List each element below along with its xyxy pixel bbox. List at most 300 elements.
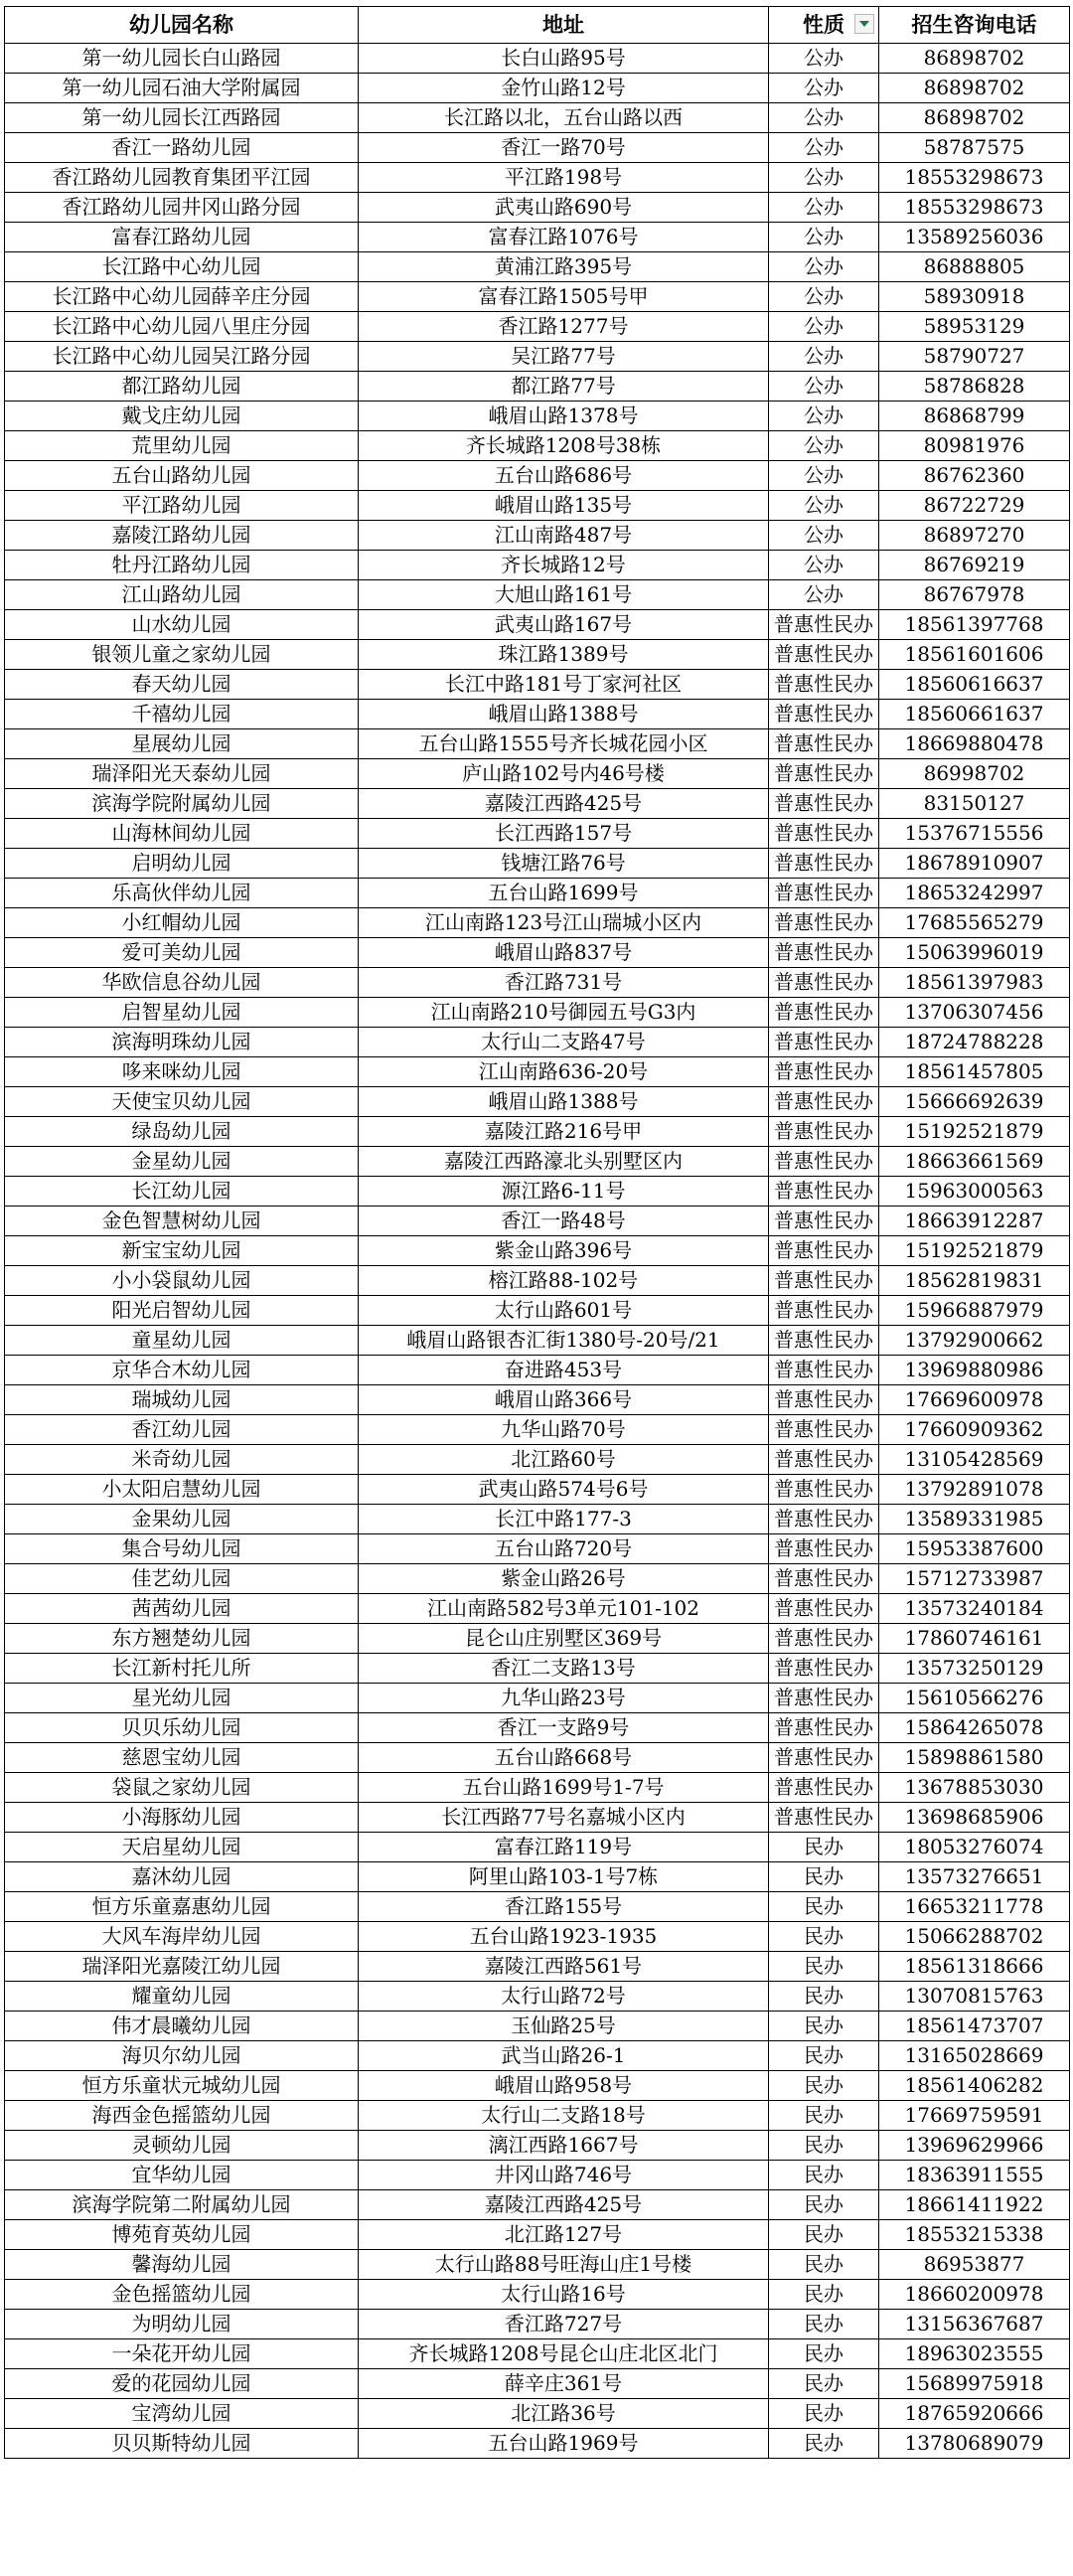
cell-type[interactable]: 普惠性民办 (769, 1326, 879, 1356)
cell-type[interactable]: 普惠性民办 (769, 759, 879, 789)
cell-phone[interactable]: 18561397768 (879, 610, 1070, 640)
cell-phone[interactable]: 18561318666 (879, 1952, 1070, 1982)
cell-type[interactable]: 普惠性民办 (769, 1087, 879, 1117)
cell-type[interactable]: 普惠性民办 (769, 1415, 879, 1445)
cell-type[interactable]: 普惠性民办 (769, 1713, 879, 1743)
cell-type[interactable]: 民办 (769, 2369, 879, 2399)
cell-name[interactable]: 茜茜幼儿园 (5, 1594, 359, 1624)
cell-address[interactable]: 嘉陵江西路561号 (359, 1952, 769, 1982)
cell-phone[interactable]: 15192521879 (879, 1236, 1070, 1266)
cell-name[interactable]: 馨海幼儿园 (5, 2250, 359, 2280)
cell-address[interactable]: 榕江路88-102号 (359, 1266, 769, 1296)
cell-type[interactable]: 普惠性民办 (769, 819, 879, 849)
cell-type[interactable]: 公办 (769, 133, 879, 163)
cell-phone[interactable]: 18669880478 (879, 729, 1070, 759)
cell-address[interactable]: 五台山路1555号齐长城花园小区 (359, 729, 769, 759)
cell-type[interactable]: 普惠性民办 (769, 938, 879, 968)
cell-type[interactable]: 普惠性民办 (769, 998, 879, 1028)
cell-address[interactable]: 紫金山路396号 (359, 1236, 769, 1266)
cell-phone[interactable]: 86767978 (879, 580, 1070, 610)
cell-address[interactable]: 武夷山路574号6号 (359, 1475, 769, 1505)
cell-type[interactable]: 公办 (769, 223, 879, 252)
cell-name[interactable]: 东方翘楚幼儿园 (5, 1624, 359, 1654)
cell-phone[interactable]: 18663912287 (879, 1207, 1070, 1236)
cell-address[interactable]: 五台山路1969号 (359, 2429, 769, 2459)
cell-type[interactable]: 公办 (769, 491, 879, 521)
cell-phone[interactable]: 15610566276 (879, 1684, 1070, 1713)
cell-type[interactable]: 普惠性民办 (769, 1475, 879, 1505)
cell-phone[interactable]: 18561473707 (879, 2012, 1070, 2041)
cell-type[interactable]: 民办 (769, 2190, 879, 2220)
cell-name[interactable]: 宜华幼儿园 (5, 2161, 359, 2190)
cell-type[interactable]: 普惠性民办 (769, 1147, 879, 1177)
cell-phone[interactable]: 58786828 (879, 372, 1070, 402)
cell-type[interactable]: 普惠性民办 (769, 1028, 879, 1057)
cell-type[interactable]: 普惠性民办 (769, 1117, 879, 1147)
cell-address[interactable]: 峨眉山路837号 (359, 938, 769, 968)
cell-name[interactable]: 阳光启智幼儿园 (5, 1296, 359, 1326)
cell-phone[interactable]: 18663661569 (879, 1147, 1070, 1177)
cell-address[interactable]: 江山南路487号 (359, 521, 769, 551)
cell-address[interactable]: 珠江路1389号 (359, 640, 769, 670)
cell-phone[interactable]: 17860746161 (879, 1624, 1070, 1654)
cell-type[interactable]: 公办 (769, 312, 879, 342)
cell-type[interactable]: 民办 (769, 2012, 879, 2041)
cell-name[interactable]: 荒里幼儿园 (5, 431, 359, 461)
cell-phone[interactable]: 18653242997 (879, 879, 1070, 908)
cell-phone[interactable]: 18724788228 (879, 1028, 1070, 1057)
cell-phone[interactable]: 18560616637 (879, 670, 1070, 700)
cell-phone[interactable]: 15666692639 (879, 1087, 1070, 1117)
cell-phone[interactable]: 15898861580 (879, 1743, 1070, 1773)
cell-name[interactable]: 爱的花园幼儿园 (5, 2369, 359, 2399)
cell-address[interactable]: 玉仙路25号 (359, 2012, 769, 2041)
cell-address[interactable]: 长江中路181号丁家河社区 (359, 670, 769, 700)
cell-type[interactable]: 普惠性民办 (769, 968, 879, 998)
cell-name[interactable]: 大风车海岸幼儿园 (5, 1922, 359, 1952)
cell-address[interactable]: 黄浦江路395号 (359, 252, 769, 282)
cell-phone[interactable]: 18562819831 (879, 1266, 1070, 1296)
cell-type[interactable]: 普惠性民办 (769, 700, 879, 729)
cell-name[interactable]: 春天幼儿园 (5, 670, 359, 700)
cell-phone[interactable]: 13792891078 (879, 1475, 1070, 1505)
cell-phone[interactable]: 18553298673 (879, 163, 1070, 193)
cell-address[interactable]: 武夷山路167号 (359, 610, 769, 640)
cell-address[interactable]: 嘉陵江西路425号 (359, 789, 769, 819)
cell-type[interactable]: 民办 (769, 1982, 879, 2012)
cell-type[interactable]: 普惠性民办 (769, 1296, 879, 1326)
cell-type[interactable]: 公办 (769, 461, 879, 491)
cell-phone[interactable]: 18765920666 (879, 2399, 1070, 2429)
cell-name[interactable]: 恒方乐童状元城幼儿园 (5, 2071, 359, 2101)
cell-type[interactable]: 公办 (769, 372, 879, 402)
cell-type[interactable]: 普惠性民办 (769, 1057, 879, 1087)
cell-name[interactable]: 慈恩宝幼儿园 (5, 1743, 359, 1773)
cell-type[interactable]: 普惠性民办 (769, 1684, 879, 1713)
cell-address[interactable]: 富春江路1505号甲 (359, 282, 769, 312)
cell-name[interactable]: 贝贝乐幼儿园 (5, 1713, 359, 1743)
cell-address[interactable]: 江山南路210号御园五号G3内 (359, 998, 769, 1028)
cell-name[interactable]: 都江路幼儿园 (5, 372, 359, 402)
cell-name[interactable]: 山海林间幼儿园 (5, 819, 359, 849)
cell-type[interactable]: 民办 (769, 2071, 879, 2101)
cell-phone[interactable]: 15066288702 (879, 1922, 1070, 1952)
cell-address[interactable]: 香江路1277号 (359, 312, 769, 342)
cell-type[interactable]: 普惠性民办 (769, 1177, 879, 1207)
cell-phone[interactable]: 13573250129 (879, 1654, 1070, 1684)
cell-phone[interactable]: 13678853030 (879, 1773, 1070, 1803)
cell-type[interactable]: 民办 (769, 1862, 879, 1892)
cell-phone[interactable]: 58953129 (879, 312, 1070, 342)
filter-dropdown-icon[interactable] (854, 14, 874, 34)
cell-address[interactable]: 阿里山路103-1号7栋 (359, 1862, 769, 1892)
cell-address[interactable]: 平江路198号 (359, 163, 769, 193)
cell-address[interactable]: 江山南路636-20号 (359, 1057, 769, 1087)
cell-name[interactable]: 星展幼儿园 (5, 729, 359, 759)
cell-name[interactable]: 小太阳启慧幼儿园 (5, 1475, 359, 1505)
cell-name[interactable]: 长江路中心幼儿园八里庄分园 (5, 312, 359, 342)
cell-address[interactable]: 峨眉山路银杏汇街1380号-20号/21 (359, 1326, 769, 1356)
cell-address[interactable]: 五台山路668号 (359, 1743, 769, 1773)
cell-name[interactable]: 为明幼儿园 (5, 2310, 359, 2339)
cell-name[interactable]: 瑞泽阳光天泰幼儿园 (5, 759, 359, 789)
cell-name[interactable]: 启明幼儿园 (5, 849, 359, 879)
cell-address[interactable]: 太行山路72号 (359, 1982, 769, 2012)
cell-phone[interactable]: 13969880986 (879, 1356, 1070, 1385)
cell-type[interactable]: 民办 (769, 1833, 879, 1862)
cell-phone[interactable]: 13573240184 (879, 1594, 1070, 1624)
cell-phone[interactable]: 86769219 (879, 551, 1070, 580)
cell-name[interactable]: 金星幼儿园 (5, 1147, 359, 1177)
cell-address[interactable]: 香江二支路13号 (359, 1654, 769, 1684)
cell-type[interactable]: 普惠性民办 (769, 849, 879, 879)
cell-name[interactable]: 瑞城幼儿园 (5, 1385, 359, 1415)
cell-phone[interactable]: 86898702 (879, 44, 1070, 74)
cell-type[interactable]: 普惠性民办 (769, 1564, 879, 1594)
cell-type[interactable]: 普惠性民办 (769, 1505, 879, 1534)
cell-type[interactable]: 普惠性民办 (769, 1266, 879, 1296)
cell-name[interactable]: 灵顿幼儿园 (5, 2131, 359, 2161)
cell-address[interactable]: 昆仑山庄别墅区369号 (359, 1624, 769, 1654)
cell-name[interactable]: 新宝宝幼儿园 (5, 1236, 359, 1266)
cell-name[interactable]: 第一幼儿园长江西路园 (5, 103, 359, 133)
cell-phone[interactable]: 15689975918 (879, 2369, 1070, 2399)
cell-phone[interactable]: 13573276651 (879, 1862, 1070, 1892)
cell-address[interactable]: 香江一路70号 (359, 133, 769, 163)
cell-phone[interactable]: 15063996019 (879, 938, 1070, 968)
cell-phone[interactable]: 18363911555 (879, 2161, 1070, 2190)
cell-type[interactable]: 公办 (769, 521, 879, 551)
cell-name[interactable]: 牡丹江路幼儿园 (5, 551, 359, 580)
cell-address[interactable]: 峨眉山路1388号 (359, 700, 769, 729)
cell-type[interactable]: 公办 (769, 193, 879, 223)
cell-name[interactable]: 香江一路幼儿园 (5, 133, 359, 163)
cell-name[interactable]: 小海豚幼儿园 (5, 1803, 359, 1833)
cell-type[interactable]: 民办 (769, 2220, 879, 2250)
cell-type[interactable]: 普惠性民办 (769, 1445, 879, 1475)
cell-phone[interactable]: 86888805 (879, 252, 1070, 282)
cell-phone[interactable]: 13070815763 (879, 1982, 1070, 2012)
cell-name[interactable]: 长江路中心幼儿园 (5, 252, 359, 282)
cell-name[interactable]: 嘉陵江路幼儿园 (5, 521, 359, 551)
cell-name[interactable]: 集合号幼儿园 (5, 1534, 359, 1564)
cell-type[interactable]: 民办 (769, 1922, 879, 1952)
cell-name[interactable]: 长江幼儿园 (5, 1177, 359, 1207)
cell-name[interactable]: 爱可美幼儿园 (5, 938, 359, 968)
cell-address[interactable]: 富春江路1076号 (359, 223, 769, 252)
cell-name[interactable]: 银领儿童之家幼儿园 (5, 640, 359, 670)
cell-type[interactable]: 普惠性民办 (769, 1624, 879, 1654)
cell-address[interactable]: 齐长城路1208号昆仑山庄北区北门 (359, 2339, 769, 2369)
cell-name[interactable]: 袋鼠之家幼儿园 (5, 1773, 359, 1803)
cell-name[interactable]: 宝湾幼儿园 (5, 2399, 359, 2429)
cell-address[interactable]: 太行山路16号 (359, 2280, 769, 2310)
cell-address[interactable]: 嘉陵江西路濠北头别墅区内 (359, 1147, 769, 1177)
cell-name[interactable]: 恒方乐童嘉惠幼儿园 (5, 1892, 359, 1922)
cell-phone[interactable]: 86953877 (879, 2250, 1070, 2280)
cell-name[interactable]: 长江路中心幼儿园吴江路分园 (5, 342, 359, 372)
cell-type[interactable]: 普惠性民办 (769, 1356, 879, 1385)
cell-name[interactable]: 嘉沐幼儿园 (5, 1862, 359, 1892)
cell-name[interactable]: 小小袋鼠幼儿园 (5, 1266, 359, 1296)
cell-address[interactable]: 香江一支路9号 (359, 1713, 769, 1743)
cell-address[interactable]: 长江中路177-3 (359, 1505, 769, 1534)
cell-type[interactable]: 民办 (769, 2101, 879, 2131)
cell-type[interactable]: 普惠性民办 (769, 879, 879, 908)
cell-phone[interactable]: 18053276074 (879, 1833, 1070, 1862)
cell-address[interactable]: 峨眉山路135号 (359, 491, 769, 521)
cell-phone[interactable]: 86897270 (879, 521, 1070, 551)
cell-type[interactable]: 普惠性民办 (769, 908, 879, 938)
cell-address[interactable]: 北江路127号 (359, 2220, 769, 2250)
cell-type[interactable]: 民办 (769, 2339, 879, 2369)
cell-address[interactable]: 峨眉山路1378号 (359, 402, 769, 431)
cell-address[interactable]: 钱塘江路76号 (359, 849, 769, 879)
cell-phone[interactable]: 80981976 (879, 431, 1070, 461)
cell-phone[interactable]: 15864265078 (879, 1713, 1070, 1743)
cell-address[interactable]: 北江路36号 (359, 2399, 769, 2429)
cell-type[interactable]: 公办 (769, 252, 879, 282)
cell-phone[interactable]: 18560661637 (879, 700, 1070, 729)
cell-address[interactable]: 庐山路102号内46号楼 (359, 759, 769, 789)
cell-name[interactable]: 伟才晨曦幼儿园 (5, 2012, 359, 2041)
cell-type[interactable]: 公办 (769, 551, 879, 580)
cell-phone[interactable]: 58787575 (879, 133, 1070, 163)
cell-address[interactable]: 武当山路26-1 (359, 2041, 769, 2071)
cell-address[interactable]: 紫金山路26号 (359, 1564, 769, 1594)
cell-type[interactable]: 公办 (769, 402, 879, 431)
cell-address[interactable]: 太行山路601号 (359, 1296, 769, 1326)
cell-name[interactable]: 香江路幼儿园教育集团平江园 (5, 163, 359, 193)
cell-type[interactable]: 民办 (769, 2310, 879, 2339)
cell-address[interactable]: 漓江西路1667号 (359, 2131, 769, 2161)
cell-name[interactable]: 小红帽幼儿园 (5, 908, 359, 938)
cell-phone[interactable]: 13969629966 (879, 2131, 1070, 2161)
cell-address[interactable]: 奋进路453号 (359, 1356, 769, 1385)
cell-address[interactable]: 香江路727号 (359, 2310, 769, 2339)
cell-name[interactable]: 长江新村托儿所 (5, 1654, 359, 1684)
cell-phone[interactable]: 18660200978 (879, 2280, 1070, 2310)
cell-name[interactable]: 海贝尔幼儿园 (5, 2041, 359, 2071)
cell-type[interactable]: 民办 (769, 2041, 879, 2071)
cell-name[interactable]: 童星幼儿园 (5, 1326, 359, 1356)
cell-type[interactable]: 民办 (769, 1952, 879, 1982)
cell-address[interactable]: 都江路77号 (359, 372, 769, 402)
cell-type[interactable]: 公办 (769, 431, 879, 461)
cell-address[interactable]: 香江一路48号 (359, 1207, 769, 1236)
cell-type[interactable]: 民办 (769, 1892, 879, 1922)
cell-phone[interactable]: 86998702 (879, 759, 1070, 789)
cell-type[interactable]: 公办 (769, 163, 879, 193)
cell-phone[interactable]: 86868799 (879, 402, 1070, 431)
cell-address[interactable]: 长江路以北，五台山路以西 (359, 103, 769, 133)
cell-name[interactable]: 金色智慧树幼儿园 (5, 1207, 359, 1236)
cell-address[interactable]: 五台山路1699号1-7号 (359, 1773, 769, 1803)
cell-name[interactable]: 金果幼儿园 (5, 1505, 359, 1534)
cell-address[interactable]: 齐长城路12号 (359, 551, 769, 580)
cell-name[interactable]: 博苑育英幼儿园 (5, 2220, 359, 2250)
cell-phone[interactable]: 13698685906 (879, 1803, 1070, 1833)
cell-phone[interactable]: 15953387600 (879, 1534, 1070, 1564)
cell-type[interactable]: 普惠性民办 (769, 729, 879, 759)
cell-type[interactable]: 普惠性民办 (769, 610, 879, 640)
cell-address[interactable]: 峨眉山路1388号 (359, 1087, 769, 1117)
cell-address[interactable]: 五台山路1699号 (359, 879, 769, 908)
cell-address[interactable]: 五台山路720号 (359, 1534, 769, 1564)
cell-address[interactable]: 富春江路119号 (359, 1833, 769, 1862)
cell-type[interactable]: 普惠性民办 (769, 1236, 879, 1266)
cell-name[interactable]: 天使宝贝幼儿园 (5, 1087, 359, 1117)
cell-type[interactable]: 普惠性民办 (769, 1773, 879, 1803)
cell-type[interactable]: 民办 (769, 2161, 879, 2190)
cell-phone[interactable]: 18963023555 (879, 2339, 1070, 2369)
cell-type[interactable]: 普惠性民办 (769, 1207, 879, 1236)
cell-address[interactable]: 薛辛庄361号 (359, 2369, 769, 2399)
cell-phone[interactable]: 18561397983 (879, 968, 1070, 998)
cell-type[interactable]: 普惠性民办 (769, 1654, 879, 1684)
cell-name[interactable]: 启智星幼儿园 (5, 998, 359, 1028)
cell-name[interactable]: 滨海学院附属幼儿园 (5, 789, 359, 819)
cell-name[interactable]: 一朵花开幼儿园 (5, 2339, 359, 2369)
cell-address[interactable]: 嘉陵江西路425号 (359, 2190, 769, 2220)
cell-type[interactable]: 普惠性民办 (769, 1385, 879, 1415)
cell-name[interactable]: 华欧信息谷幼儿园 (5, 968, 359, 998)
cell-address[interactable]: 嘉陵江路216号甲 (359, 1117, 769, 1147)
cell-phone[interactable]: 86762360 (879, 461, 1070, 491)
cell-name[interactable]: 第一幼儿园长白山路园 (5, 44, 359, 74)
cell-name[interactable]: 五台山路幼儿园 (5, 461, 359, 491)
cell-address[interactable]: 江山南路582号3单元101-102 (359, 1594, 769, 1624)
cell-name[interactable]: 乐高伙伴幼儿园 (5, 879, 359, 908)
cell-name[interactable]: 滨海明珠幼儿园 (5, 1028, 359, 1057)
cell-phone[interactable]: 13780689079 (879, 2429, 1070, 2459)
cell-address[interactable]: 金竹山路12号 (359, 74, 769, 103)
cell-phone[interactable]: 16653211778 (879, 1892, 1070, 1922)
cell-type[interactable]: 普惠性民办 (769, 670, 879, 700)
cell-name[interactable]: 滨海学院第二附属幼儿园 (5, 2190, 359, 2220)
cell-phone[interactable]: 13589331985 (879, 1505, 1070, 1534)
cell-name[interactable]: 江山路幼儿园 (5, 580, 359, 610)
cell-phone[interactable]: 15192521879 (879, 1117, 1070, 1147)
cell-address[interactable]: 九华山路23号 (359, 1684, 769, 1713)
cell-phone[interactable]: 18661411922 (879, 2190, 1070, 2220)
cell-phone[interactable]: 58790727 (879, 342, 1070, 372)
cell-name[interactable]: 天启星幼儿园 (5, 1833, 359, 1862)
cell-address[interactable]: 长江西路157号 (359, 819, 769, 849)
cell-address[interactable]: 江山南路123号江山瑞城小区内 (359, 908, 769, 938)
cell-phone[interactable]: 18553298673 (879, 193, 1070, 223)
cell-name[interactable]: 星光幼儿园 (5, 1684, 359, 1713)
cell-phone[interactable]: 17669600978 (879, 1385, 1070, 1415)
cell-phone[interactable]: 18561457805 (879, 1057, 1070, 1087)
cell-address[interactable]: 长白山路95号 (359, 44, 769, 74)
cell-type[interactable]: 民办 (769, 2280, 879, 2310)
cell-type[interactable]: 普惠性民办 (769, 640, 879, 670)
cell-name[interactable]: 米奇幼儿园 (5, 1445, 359, 1475)
cell-address[interactable]: 九华山路70号 (359, 1415, 769, 1445)
cell-name[interactable]: 香江路幼儿园井冈山路分园 (5, 193, 359, 223)
cell-address[interactable]: 井冈山路746号 (359, 2161, 769, 2190)
cell-name[interactable]: 千禧幼儿园 (5, 700, 359, 729)
cell-name[interactable]: 戴戈庄幼儿园 (5, 402, 359, 431)
cell-type[interactable]: 公办 (769, 342, 879, 372)
cell-name[interactable]: 长江路中心幼儿园薛辛庄分园 (5, 282, 359, 312)
cell-name[interactable]: 哆来咪幼儿园 (5, 1057, 359, 1087)
cell-type[interactable]: 民办 (769, 2250, 879, 2280)
cell-name[interactable]: 海西金色摇篮幼儿园 (5, 2101, 359, 2131)
cell-name[interactable]: 香江幼儿园 (5, 1415, 359, 1445)
cell-phone[interactable]: 13706307456 (879, 998, 1070, 1028)
cell-name[interactable]: 耀童幼儿园 (5, 1982, 359, 2012)
cell-address[interactable]: 武夷山路690号 (359, 193, 769, 223)
cell-phone[interactable]: 13792900662 (879, 1326, 1070, 1356)
cell-name[interactable]: 富春江路幼儿园 (5, 223, 359, 252)
cell-type[interactable]: 公办 (769, 282, 879, 312)
cell-type[interactable]: 公办 (769, 580, 879, 610)
cell-phone[interactable]: 58930918 (879, 282, 1070, 312)
cell-type[interactable]: 民办 (769, 2429, 879, 2459)
cell-address[interactable]: 长江西路77号名嘉城小区内 (359, 1803, 769, 1833)
cell-name[interactable]: 平江路幼儿园 (5, 491, 359, 521)
cell-phone[interactable]: 86898702 (879, 74, 1070, 103)
cell-phone[interactable]: 13589256036 (879, 223, 1070, 252)
cell-phone[interactable]: 15963000563 (879, 1177, 1070, 1207)
cell-phone[interactable]: 86898702 (879, 103, 1070, 133)
cell-address[interactable]: 香江路155号 (359, 1892, 769, 1922)
cell-address[interactable]: 太行山路88号旺海山庄1号楼 (359, 2250, 769, 2280)
cell-phone[interactable]: 18561406282 (879, 2071, 1070, 2101)
cell-name[interactable]: 贝贝斯特幼儿园 (5, 2429, 359, 2459)
cell-type[interactable]: 民办 (769, 2131, 879, 2161)
cell-name[interactable]: 京华合木幼儿园 (5, 1356, 359, 1385)
cell-address[interactable]: 大旭山路161号 (359, 580, 769, 610)
cell-phone[interactable]: 15966887979 (879, 1296, 1070, 1326)
cell-type[interactable]: 公办 (769, 74, 879, 103)
cell-phone[interactable]: 13165028669 (879, 2041, 1070, 2071)
cell-name[interactable]: 绿岛幼儿园 (5, 1117, 359, 1147)
cell-type[interactable]: 公办 (769, 103, 879, 133)
cell-name[interactable]: 佳艺幼儿园 (5, 1564, 359, 1594)
cell-address[interactable]: 太行山二支路18号 (359, 2101, 769, 2131)
cell-type[interactable]: 普惠性民办 (769, 1594, 879, 1624)
cell-phone[interactable]: 17669759591 (879, 2101, 1070, 2131)
cell-type[interactable]: 公办 (769, 44, 879, 74)
cell-phone[interactable]: 17660909362 (879, 1415, 1070, 1445)
cell-address[interactable]: 五台山路1923-1935 (359, 1922, 769, 1952)
cell-phone[interactable]: 83150127 (879, 789, 1070, 819)
cell-type[interactable]: 普惠性民办 (769, 1534, 879, 1564)
cell-phone[interactable]: 86722729 (879, 491, 1070, 521)
